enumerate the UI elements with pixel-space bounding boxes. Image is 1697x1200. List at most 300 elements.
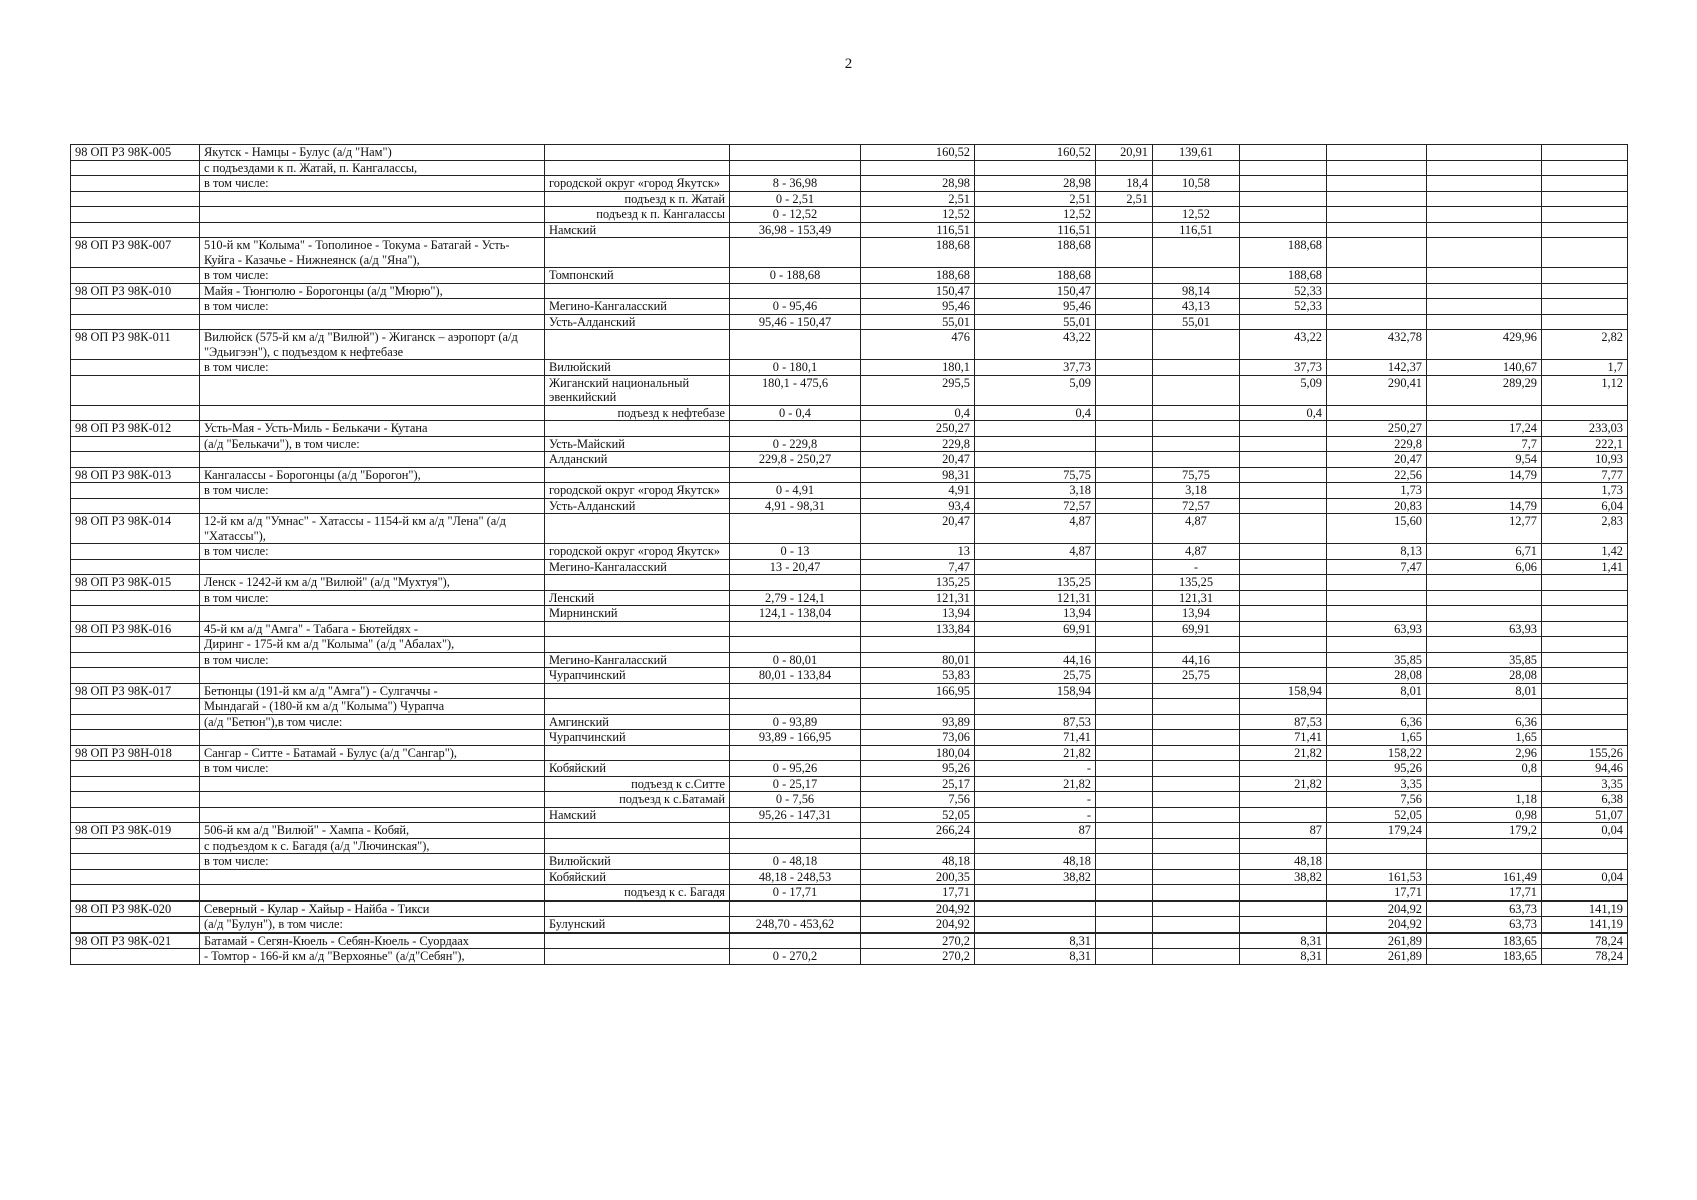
road-name-cell: в том числе: bbox=[200, 652, 545, 668]
table-row bbox=[71, 823, 1628, 839]
length-col-10-cell: 7,7 bbox=[1427, 436, 1542, 452]
road-code-cell bbox=[71, 207, 200, 223]
length-col-9-cell bbox=[1327, 405, 1427, 421]
length-col-6-cell bbox=[1096, 917, 1153, 933]
length-col-7-cell bbox=[1153, 869, 1240, 885]
length-col-6-cell bbox=[1096, 885, 1153, 901]
length-col-10-cell bbox=[1427, 405, 1542, 421]
total-length-cell: 188,68 bbox=[861, 238, 975, 268]
length-col-11-cell bbox=[1542, 637, 1628, 653]
district-cell bbox=[545, 621, 730, 637]
length-col-9-cell: 20,47 bbox=[1327, 452, 1427, 468]
length-col-11-cell bbox=[1542, 314, 1628, 330]
length-col-7-cell: 69,91 bbox=[1153, 621, 1240, 637]
km-range-cell bbox=[730, 283, 861, 299]
length-col-10-cell: 0,8 bbox=[1427, 761, 1542, 777]
road-name-cell: (а/д "Белькачи"), в том числе: bbox=[200, 436, 545, 452]
length-col-9-cell: 6,36 bbox=[1327, 714, 1427, 730]
length-col-5-cell: 5,09 bbox=[975, 375, 1096, 405]
road-code-cell bbox=[71, 590, 200, 606]
length-col-9-cell: 204,92 bbox=[1327, 917, 1427, 933]
length-col-9-cell: 3,35 bbox=[1327, 776, 1427, 792]
length-col-7-cell: 135,25 bbox=[1153, 575, 1240, 591]
length-col-6-cell bbox=[1096, 637, 1153, 653]
length-col-5-cell: 116,51 bbox=[975, 222, 1096, 238]
district-cell: подъезд к с.Ситте bbox=[545, 776, 730, 792]
length-col-9-cell: 22,56 bbox=[1327, 467, 1427, 483]
road-code-cell: 98 ОП РЗ 98К-005 bbox=[71, 145, 200, 161]
length-col-8-cell bbox=[1240, 838, 1327, 854]
length-col-9-cell bbox=[1327, 590, 1427, 606]
road-name-cell bbox=[200, 792, 545, 808]
road-name-cell: 506-й км а/д "Вилюй" - Хампа - Кобяй, bbox=[200, 823, 545, 839]
district-cell: Усть-Алданский bbox=[545, 498, 730, 514]
km-range-cell: 0 - 25,17 bbox=[730, 776, 861, 792]
length-col-7-cell bbox=[1153, 268, 1240, 284]
total-length-cell: 204,92 bbox=[861, 901, 975, 917]
length-col-11-cell: 141,19 bbox=[1542, 917, 1628, 933]
km-range-cell: 8 - 36,98 bbox=[730, 176, 861, 192]
length-col-8-cell: 52,33 bbox=[1240, 299, 1327, 315]
total-length-cell: 73,06 bbox=[861, 730, 975, 746]
length-col-10-cell: 63,93 bbox=[1427, 621, 1542, 637]
length-col-10-cell bbox=[1427, 238, 1542, 268]
length-col-9-cell bbox=[1327, 207, 1427, 223]
total-length-cell: 98,31 bbox=[861, 467, 975, 483]
km-range-cell bbox=[730, 575, 861, 591]
length-col-5-cell: 188,68 bbox=[975, 238, 1096, 268]
length-col-11-cell: 3,35 bbox=[1542, 776, 1628, 792]
length-col-11-cell bbox=[1542, 885, 1628, 901]
length-col-6-cell bbox=[1096, 949, 1153, 965]
length-col-7-cell bbox=[1153, 838, 1240, 854]
length-col-10-cell bbox=[1427, 160, 1542, 176]
table-row bbox=[71, 637, 1628, 653]
length-col-5-cell: 188,68 bbox=[975, 268, 1096, 284]
total-length-cell: 53,83 bbox=[861, 668, 975, 684]
length-col-9-cell: 1,65 bbox=[1327, 730, 1427, 746]
km-range-cell: 80,01 - 133,84 bbox=[730, 668, 861, 684]
length-col-5-cell: 43,22 bbox=[975, 330, 1096, 360]
km-range-cell: 0 - 188,68 bbox=[730, 268, 861, 284]
road-code-cell: 98 ОП РЗ 98К-019 bbox=[71, 823, 200, 839]
length-col-8-cell bbox=[1240, 699, 1327, 715]
district-cell: Ленский bbox=[545, 590, 730, 606]
table-row bbox=[71, 452, 1628, 468]
road-name-cell bbox=[200, 668, 545, 684]
length-col-6-cell bbox=[1096, 792, 1153, 808]
length-col-11-cell bbox=[1542, 621, 1628, 637]
length-col-9-cell: 8,13 bbox=[1327, 544, 1427, 560]
road-name-cell: в том числе: bbox=[200, 544, 545, 560]
km-range-cell bbox=[730, 838, 861, 854]
length-col-11-cell bbox=[1542, 683, 1628, 699]
length-col-10-cell bbox=[1427, 283, 1542, 299]
table-row bbox=[71, 360, 1628, 376]
length-col-5-cell: 69,91 bbox=[975, 621, 1096, 637]
km-range-cell: 0 - 229,8 bbox=[730, 436, 861, 452]
length-col-6-cell bbox=[1096, 575, 1153, 591]
district-cell: подъезд к нефтебазе bbox=[545, 405, 730, 421]
length-col-7-cell bbox=[1153, 776, 1240, 792]
district-cell: Мегино-Кангаласский bbox=[545, 299, 730, 315]
length-col-11-cell: 1,41 bbox=[1542, 559, 1628, 575]
length-col-7-cell bbox=[1153, 933, 1240, 949]
length-col-5-cell: 158,94 bbox=[975, 683, 1096, 699]
road-code-cell bbox=[71, 652, 200, 668]
length-col-8-cell: 48,18 bbox=[1240, 854, 1327, 870]
km-range-cell: 229,8 - 250,27 bbox=[730, 452, 861, 468]
road-code-cell bbox=[71, 761, 200, 777]
km-range-cell: 0 - 270,2 bbox=[730, 949, 861, 965]
length-col-11-cell bbox=[1542, 191, 1628, 207]
table-row bbox=[71, 776, 1628, 792]
total-length-cell: 48,18 bbox=[861, 854, 975, 870]
table-row bbox=[71, 885, 1628, 901]
km-range-cell bbox=[730, 421, 861, 437]
length-col-7-cell bbox=[1153, 375, 1240, 405]
length-col-11-cell: 7,77 bbox=[1542, 467, 1628, 483]
length-col-9-cell: 158,22 bbox=[1327, 745, 1427, 761]
length-col-8-cell bbox=[1240, 668, 1327, 684]
km-range-cell: 13 - 20,47 bbox=[730, 559, 861, 575]
length-col-11-cell bbox=[1542, 283, 1628, 299]
table-row bbox=[71, 668, 1628, 684]
length-col-5-cell: 25,75 bbox=[975, 668, 1096, 684]
length-col-9-cell: 35,85 bbox=[1327, 652, 1427, 668]
length-col-9-cell bbox=[1327, 160, 1427, 176]
length-col-8-cell: 71,41 bbox=[1240, 730, 1327, 746]
road-name-cell: в том числе: bbox=[200, 761, 545, 777]
road-name-cell: с подъездом к с. Багадя (а/д "Лючинская"), bbox=[200, 838, 545, 854]
table-row bbox=[71, 792, 1628, 808]
length-col-10-cell bbox=[1427, 854, 1542, 870]
road-name-cell: Мындагай - (180-й км а/д "Колыма") Чурапча bbox=[200, 699, 545, 715]
length-col-10-cell: 429,96 bbox=[1427, 330, 1542, 360]
total-length-cell: 116,51 bbox=[861, 222, 975, 238]
length-col-9-cell: 63,93 bbox=[1327, 621, 1427, 637]
road-name-cell bbox=[200, 776, 545, 792]
length-col-6-cell bbox=[1096, 714, 1153, 730]
km-range-cell: 0 - 4,91 bbox=[730, 483, 861, 499]
length-col-10-cell: 14,79 bbox=[1427, 498, 1542, 514]
district-cell bbox=[545, 637, 730, 653]
length-col-5-cell bbox=[975, 699, 1096, 715]
district-cell: Жиганский национальный эвенкийский bbox=[545, 375, 730, 405]
length-col-5-cell: 4,87 bbox=[975, 544, 1096, 560]
length-col-9-cell bbox=[1327, 222, 1427, 238]
length-col-5-cell: 75,75 bbox=[975, 467, 1096, 483]
length-col-6-cell bbox=[1096, 238, 1153, 268]
length-col-6-cell bbox=[1096, 838, 1153, 854]
road-code-cell: 98 ОП РЗ 98К-007 bbox=[71, 238, 200, 268]
table-body bbox=[71, 145, 1628, 965]
length-col-5-cell bbox=[975, 838, 1096, 854]
total-length-cell: 166,95 bbox=[861, 683, 975, 699]
length-col-7-cell bbox=[1153, 405, 1240, 421]
length-col-8-cell: 0,4 bbox=[1240, 405, 1327, 421]
length-col-6-cell bbox=[1096, 436, 1153, 452]
length-col-5-cell: 87 bbox=[975, 823, 1096, 839]
length-col-10-cell bbox=[1427, 314, 1542, 330]
road-name-cell: Диринг - 175-й км а/д "Колыма" (а/д "Абалах"), bbox=[200, 637, 545, 653]
length-col-10-cell: 0,98 bbox=[1427, 807, 1542, 823]
length-col-10-cell bbox=[1427, 176, 1542, 192]
road-name-cell bbox=[200, 375, 545, 405]
district-cell bbox=[545, 933, 730, 949]
total-length-cell: 95,46 bbox=[861, 299, 975, 315]
length-col-8-cell bbox=[1240, 145, 1327, 161]
length-col-10-cell: 8,01 bbox=[1427, 683, 1542, 699]
length-col-11-cell: 1,73 bbox=[1542, 483, 1628, 499]
table-row bbox=[71, 222, 1628, 238]
total-length-cell: 229,8 bbox=[861, 436, 975, 452]
road-code-cell bbox=[71, 299, 200, 315]
length-col-6-cell bbox=[1096, 207, 1153, 223]
length-col-9-cell bbox=[1327, 699, 1427, 715]
length-col-10-cell: 35,85 bbox=[1427, 652, 1542, 668]
total-length-cell: 200,35 bbox=[861, 869, 975, 885]
length-col-6-cell bbox=[1096, 314, 1153, 330]
km-range-cell: 0 - 13 bbox=[730, 544, 861, 560]
length-col-7-cell bbox=[1153, 421, 1240, 437]
road-name-cell bbox=[200, 885, 545, 901]
table-row bbox=[71, 436, 1628, 452]
km-range-cell: 0 - 17,71 bbox=[730, 885, 861, 901]
district-cell bbox=[545, 575, 730, 591]
length-col-10-cell bbox=[1427, 268, 1542, 284]
table-row bbox=[71, 514, 1628, 544]
road-code-cell: 98 ОП РЗ 98К-010 bbox=[71, 283, 200, 299]
length-col-5-cell: 160,52 bbox=[975, 145, 1096, 161]
district-cell: подъезд к с.Батамай bbox=[545, 792, 730, 808]
total-length-cell: 93,89 bbox=[861, 714, 975, 730]
length-col-9-cell: 95,26 bbox=[1327, 761, 1427, 777]
length-col-10-cell: 12,77 bbox=[1427, 514, 1542, 544]
km-range-cell: 0 - 180,1 bbox=[730, 360, 861, 376]
length-col-10-cell: 2,96 bbox=[1427, 745, 1542, 761]
road-name-cell: в том числе: bbox=[200, 854, 545, 870]
length-col-7-cell: 55,01 bbox=[1153, 314, 1240, 330]
length-col-7-cell bbox=[1153, 238, 1240, 268]
length-col-9-cell: 142,37 bbox=[1327, 360, 1427, 376]
length-col-7-cell bbox=[1153, 683, 1240, 699]
district-cell: городской округ «город Якутск» bbox=[545, 176, 730, 192]
road-code-cell bbox=[71, 792, 200, 808]
total-length-cell: 17,71 bbox=[861, 885, 975, 901]
length-col-7-cell bbox=[1153, 730, 1240, 746]
road-name-cell: Северный - Кулар - Хайыр - Найба - Тикси bbox=[200, 901, 545, 917]
km-range-cell: 248,70 - 453,62 bbox=[730, 917, 861, 933]
table-row bbox=[71, 375, 1628, 405]
km-range-cell: 36,98 - 153,49 bbox=[730, 222, 861, 238]
length-col-8-cell: 158,94 bbox=[1240, 683, 1327, 699]
total-length-cell: 180,04 bbox=[861, 745, 975, 761]
length-col-9-cell: 432,78 bbox=[1327, 330, 1427, 360]
road-code-cell bbox=[71, 949, 200, 965]
length-col-10-cell: 140,67 bbox=[1427, 360, 1542, 376]
length-col-10-cell bbox=[1427, 776, 1542, 792]
length-col-5-cell: 13,94 bbox=[975, 606, 1096, 622]
length-col-7-cell: 10,58 bbox=[1153, 176, 1240, 192]
length-col-7-cell: 4,87 bbox=[1153, 544, 1240, 560]
length-col-6-cell bbox=[1096, 405, 1153, 421]
length-col-10-cell: 183,65 bbox=[1427, 949, 1542, 965]
length-col-10-cell: 161,49 bbox=[1427, 869, 1542, 885]
road-code-cell bbox=[71, 637, 200, 653]
road-name-cell: Вилюйск (575-й км а/д "Вилюй") - Жиганск – аэропорт (а/д "Эдьигээн"), с подъездом к нефтебазе bbox=[200, 330, 545, 360]
length-col-7-cell: 98,14 bbox=[1153, 283, 1240, 299]
length-col-7-cell: 13,94 bbox=[1153, 606, 1240, 622]
km-range-cell: 4,91 - 98,31 bbox=[730, 498, 861, 514]
length-col-7-cell: 44,16 bbox=[1153, 652, 1240, 668]
table-row bbox=[71, 160, 1628, 176]
length-col-8-cell bbox=[1240, 314, 1327, 330]
length-col-7-cell bbox=[1153, 823, 1240, 839]
length-col-5-cell: 21,82 bbox=[975, 745, 1096, 761]
table-row bbox=[71, 901, 1628, 917]
length-col-8-cell bbox=[1240, 637, 1327, 653]
km-range-cell: 180,1 - 475,6 bbox=[730, 375, 861, 405]
total-length-cell: 150,47 bbox=[861, 283, 975, 299]
district-cell bbox=[545, 145, 730, 161]
road-code-cell bbox=[71, 436, 200, 452]
length-col-8-cell bbox=[1240, 807, 1327, 823]
table-row bbox=[71, 467, 1628, 483]
table-row bbox=[71, 917, 1628, 933]
length-col-11-cell: 233,03 bbox=[1542, 421, 1628, 437]
total-length-cell: 20,47 bbox=[861, 514, 975, 544]
length-col-11-cell: 10,93 bbox=[1542, 452, 1628, 468]
length-col-5-cell: 121,31 bbox=[975, 590, 1096, 606]
km-range-cell: 0 - 7,56 bbox=[730, 792, 861, 808]
length-col-9-cell: 261,89 bbox=[1327, 949, 1427, 965]
length-col-11-cell: 0,04 bbox=[1542, 869, 1628, 885]
district-cell: Вилюйский bbox=[545, 854, 730, 870]
road-name-cell: в том числе: bbox=[200, 268, 545, 284]
length-col-5-cell bbox=[975, 452, 1096, 468]
road-name-cell: в том числе: bbox=[200, 360, 545, 376]
length-col-10-cell: 183,65 bbox=[1427, 933, 1542, 949]
district-cell bbox=[545, 514, 730, 544]
table-row bbox=[71, 498, 1628, 514]
road-code-cell: 98 ОП РЗ 98К-011 bbox=[71, 330, 200, 360]
road-name-cell bbox=[200, 405, 545, 421]
roads-table bbox=[70, 144, 1628, 965]
road-code-cell: 98 ОП РЗ 98К-012 bbox=[71, 421, 200, 437]
length-col-11-cell: 222,1 bbox=[1542, 436, 1628, 452]
total-length-cell: 95,26 bbox=[861, 761, 975, 777]
length-col-8-cell bbox=[1240, 483, 1327, 499]
length-col-9-cell: 8,01 bbox=[1327, 683, 1427, 699]
length-col-8-cell bbox=[1240, 222, 1327, 238]
length-col-6-cell bbox=[1096, 514, 1153, 544]
length-col-10-cell bbox=[1427, 637, 1542, 653]
length-col-5-cell: - bbox=[975, 807, 1096, 823]
length-col-7-cell bbox=[1153, 792, 1240, 808]
road-code-cell bbox=[71, 160, 200, 176]
table-row bbox=[71, 299, 1628, 315]
district-cell bbox=[545, 823, 730, 839]
total-length-cell: 28,98 bbox=[861, 176, 975, 192]
length-col-11-cell bbox=[1542, 238, 1628, 268]
length-col-7-cell bbox=[1153, 452, 1240, 468]
total-length-cell: 93,4 bbox=[861, 498, 975, 514]
total-length-cell: 133,84 bbox=[861, 621, 975, 637]
road-name-cell bbox=[200, 606, 545, 622]
road-code-cell: 98 ОП РЗ 98К-020 bbox=[71, 901, 200, 917]
road-name-cell bbox=[200, 498, 545, 514]
length-col-9-cell bbox=[1327, 606, 1427, 622]
length-col-5-cell bbox=[975, 917, 1096, 933]
km-range-cell: 0 - 12,52 bbox=[730, 207, 861, 223]
road-name-cell: 510-й км "Колыма" - Тополиное - Токума - Батагай - Усть-Куйга - Казачье - Нижнеянск (а/д "Яна"), bbox=[200, 238, 545, 268]
length-col-7-cell bbox=[1153, 160, 1240, 176]
total-length-cell: 160,52 bbox=[861, 145, 975, 161]
total-length-cell: 80,01 bbox=[861, 652, 975, 668]
district-cell bbox=[545, 699, 730, 715]
length-col-8-cell bbox=[1240, 885, 1327, 901]
total-length-cell: 135,25 bbox=[861, 575, 975, 591]
district-cell: подъезд к п. Кангалассы bbox=[545, 207, 730, 223]
length-col-11-cell bbox=[1542, 405, 1628, 421]
length-col-10-cell: 63,73 bbox=[1427, 901, 1542, 917]
length-col-9-cell bbox=[1327, 299, 1427, 315]
length-col-10-cell: 289,29 bbox=[1427, 375, 1542, 405]
length-col-7-cell bbox=[1153, 761, 1240, 777]
length-col-9-cell: 229,8 bbox=[1327, 436, 1427, 452]
page-number: 2 bbox=[844, 56, 853, 72]
km-range-cell: 93,89 - 166,95 bbox=[730, 730, 861, 746]
length-col-9-cell: 179,24 bbox=[1327, 823, 1427, 839]
road-name-cell: 45-й км а/д "Амга" - Табага - Бютейдях - bbox=[200, 621, 545, 637]
district-cell: Чурапчинский bbox=[545, 730, 730, 746]
length-col-9-cell: 20,83 bbox=[1327, 498, 1427, 514]
length-col-8-cell bbox=[1240, 176, 1327, 192]
length-col-6-cell bbox=[1096, 559, 1153, 575]
table-row bbox=[71, 559, 1628, 575]
length-col-5-cell bbox=[975, 637, 1096, 653]
length-col-9-cell: 161,53 bbox=[1327, 869, 1427, 885]
road-name-cell: Батамай - Сегян-Кюель - Себян-Кюель - Суордаах bbox=[200, 933, 545, 949]
length-col-6-cell bbox=[1096, 544, 1153, 560]
length-col-5-cell: 72,57 bbox=[975, 498, 1096, 514]
road-code-cell: 98 ОП РЗ 98К-021 bbox=[71, 933, 200, 949]
road-code-cell bbox=[71, 483, 200, 499]
table-row bbox=[71, 207, 1628, 223]
length-col-9-cell: 1,73 bbox=[1327, 483, 1427, 499]
length-col-8-cell bbox=[1240, 207, 1327, 223]
total-length-cell: 4,91 bbox=[861, 483, 975, 499]
district-cell: Алданский bbox=[545, 452, 730, 468]
km-range-cell bbox=[730, 745, 861, 761]
district-cell: Намский bbox=[545, 807, 730, 823]
table-row bbox=[71, 621, 1628, 637]
length-col-11-cell: 155,26 bbox=[1542, 745, 1628, 761]
length-col-9-cell bbox=[1327, 176, 1427, 192]
length-col-11-cell bbox=[1542, 668, 1628, 684]
table-row bbox=[71, 405, 1628, 421]
table-row bbox=[71, 590, 1628, 606]
length-col-5-cell: 48,18 bbox=[975, 854, 1096, 870]
table-row bbox=[71, 761, 1628, 777]
road-code-cell bbox=[71, 869, 200, 885]
district-cell: Усть-Майский bbox=[545, 436, 730, 452]
district-cell bbox=[545, 283, 730, 299]
length-col-8-cell: 87,53 bbox=[1240, 714, 1327, 730]
length-col-6-cell bbox=[1096, 498, 1153, 514]
road-name-cell: Ленск - 1242-й км а/д "Вилюй" (а/д "Мухтуя"), bbox=[200, 575, 545, 591]
